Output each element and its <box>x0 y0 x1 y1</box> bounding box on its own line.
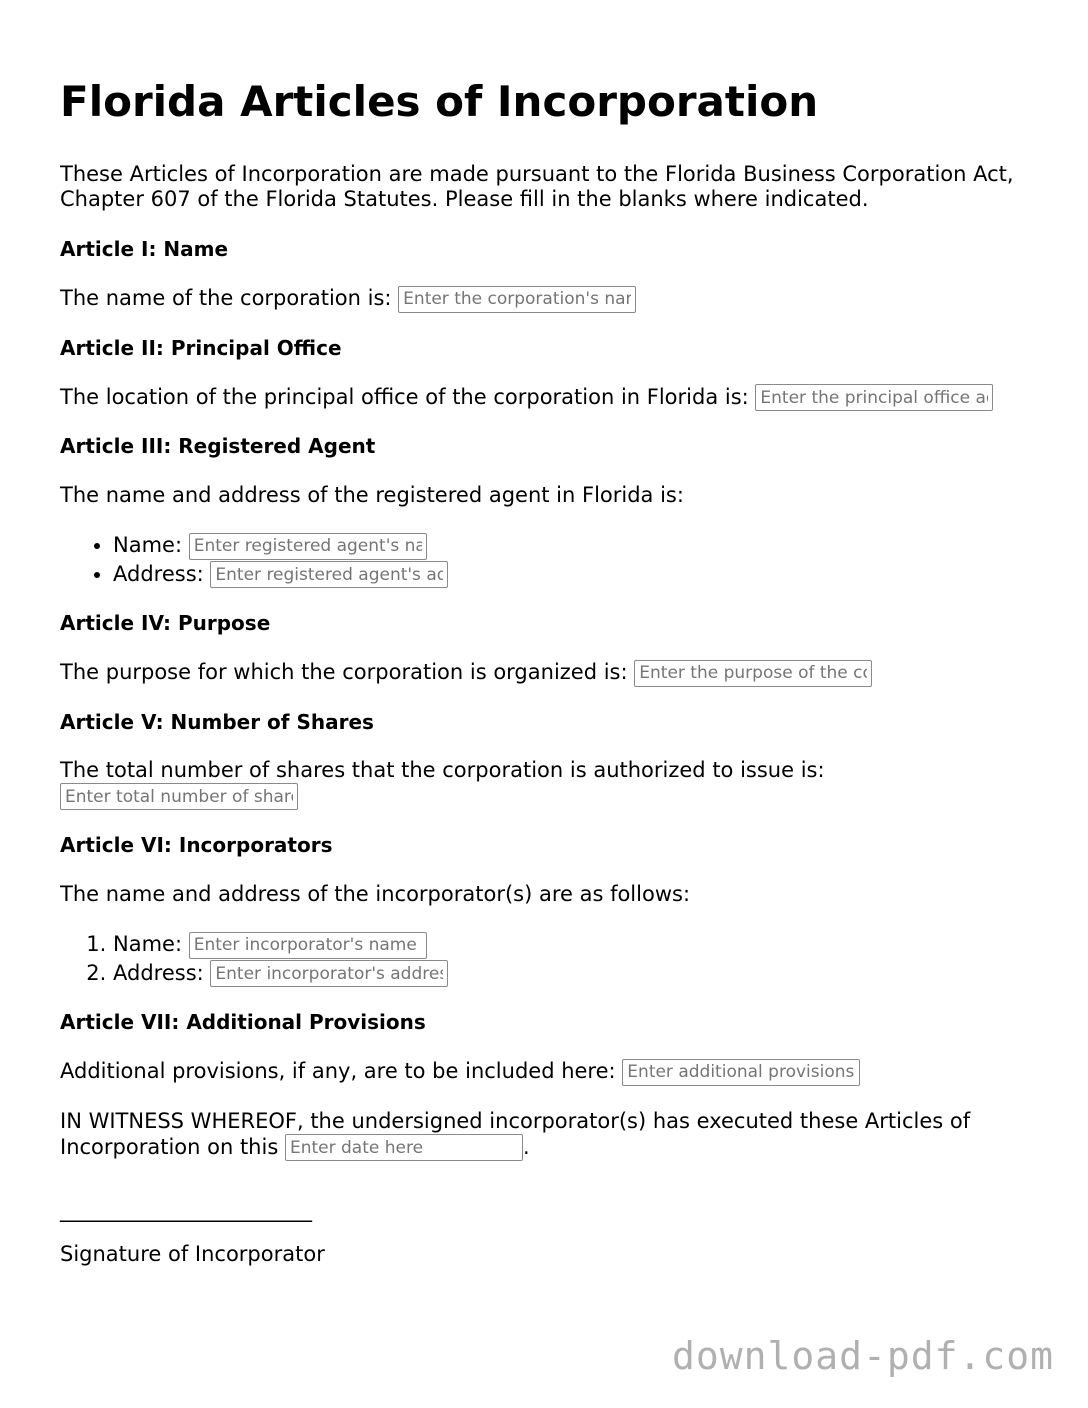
article-2-line <box>60 383 1040 412</box>
date-input[interactable] <box>285 1134 523 1161</box>
incorporator-name-label: Name: <box>113 932 183 956</box>
article-7-line <box>60 1057 1040 1086</box>
list-item <box>113 560 1040 589</box>
article-1-heading: Article I: Name <box>60 237 229 261</box>
intro-paragraph: These Articles of Incorporation are made pursuant to the Florida Business Corporation Act, Chapter 607 of the Florida Statutes. Please fill in the blanks where indicated. <box>60 162 1014 211</box>
registered-agent-list <box>60 531 1040 588</box>
agent-name-label: Name: <box>113 533 183 557</box>
additional-provisions-input[interactable] <box>622 1059 860 1086</box>
article-6-line <box>60 880 1040 908</box>
article-7-heading: Article VII: Additional Provisions <box>60 1010 426 1034</box>
article-3-text: The name and address of the registered agent in Florida is: <box>60 483 684 507</box>
incorporator-address-input[interactable] <box>210 960 448 987</box>
article-3-line <box>60 481 1040 509</box>
witness-text: IN WITNESS WHEREOF, the undersigned incorporator(s) has executed these Articles of Incorporation on this <box>60 1108 971 1159</box>
watermark: download-pdf.com <box>671 1334 1054 1378</box>
incorporator-address-label: Address: <box>113 960 204 985</box>
article-6-text: The name and address of the incorporator(s) are as follows: <box>60 882 691 906</box>
article-7-text: Additional provisions, if any, are to be included here: <box>60 1059 616 1083</box>
agent-address-input[interactable] <box>210 561 448 588</box>
article-4-line <box>60 658 1040 687</box>
document-page <box>60 72 1040 1267</box>
article-5-heading: Article V: Number of Shares <box>60 709 374 734</box>
agent-address-label: Address: <box>113 561 204 586</box>
article-1-text: The name of the corporation is: <box>60 286 392 310</box>
article-1-line <box>60 284 1040 313</box>
shares-input[interactable] <box>60 783 298 810</box>
incorporators-list <box>60 930 1040 987</box>
signature-line: ________________________ <box>60 1198 312 1222</box>
list-item <box>113 930 1040 959</box>
article-4-heading: Article IV: Purpose <box>60 611 271 635</box>
page-title: Florida Articles of Incorporation <box>60 77 819 126</box>
purpose-input[interactable] <box>634 660 872 687</box>
incorporator-name-input[interactable] <box>189 932 427 959</box>
article-5-line <box>60 757 1040 811</box>
article-2-heading: Article II: Principal Office <box>60 335 342 360</box>
corporation-name-input[interactable] <box>398 286 636 313</box>
list-item <box>113 959 1040 988</box>
article-5-text: The total number of shares that the corporation is authorized to issue is: <box>60 757 825 782</box>
agent-name-input[interactable] <box>189 533 427 560</box>
article-6-heading: Article VI: Incorporators <box>60 833 333 857</box>
article-4-text: The purpose for which the corporation is organized is: <box>60 660 628 684</box>
article-3-heading: Article III: Registered Agent <box>60 434 376 458</box>
witness-paragraph <box>60 1108 1040 1162</box>
witness-period: . <box>522 1134 530 1159</box>
principal-office-input[interactable] <box>755 384 993 411</box>
list-item <box>113 531 1040 560</box>
article-2-text: The location of the principal office of the corporation in Florida is: <box>60 384 749 409</box>
signature-label: Signature of Incorporator <box>60 1242 325 1266</box>
